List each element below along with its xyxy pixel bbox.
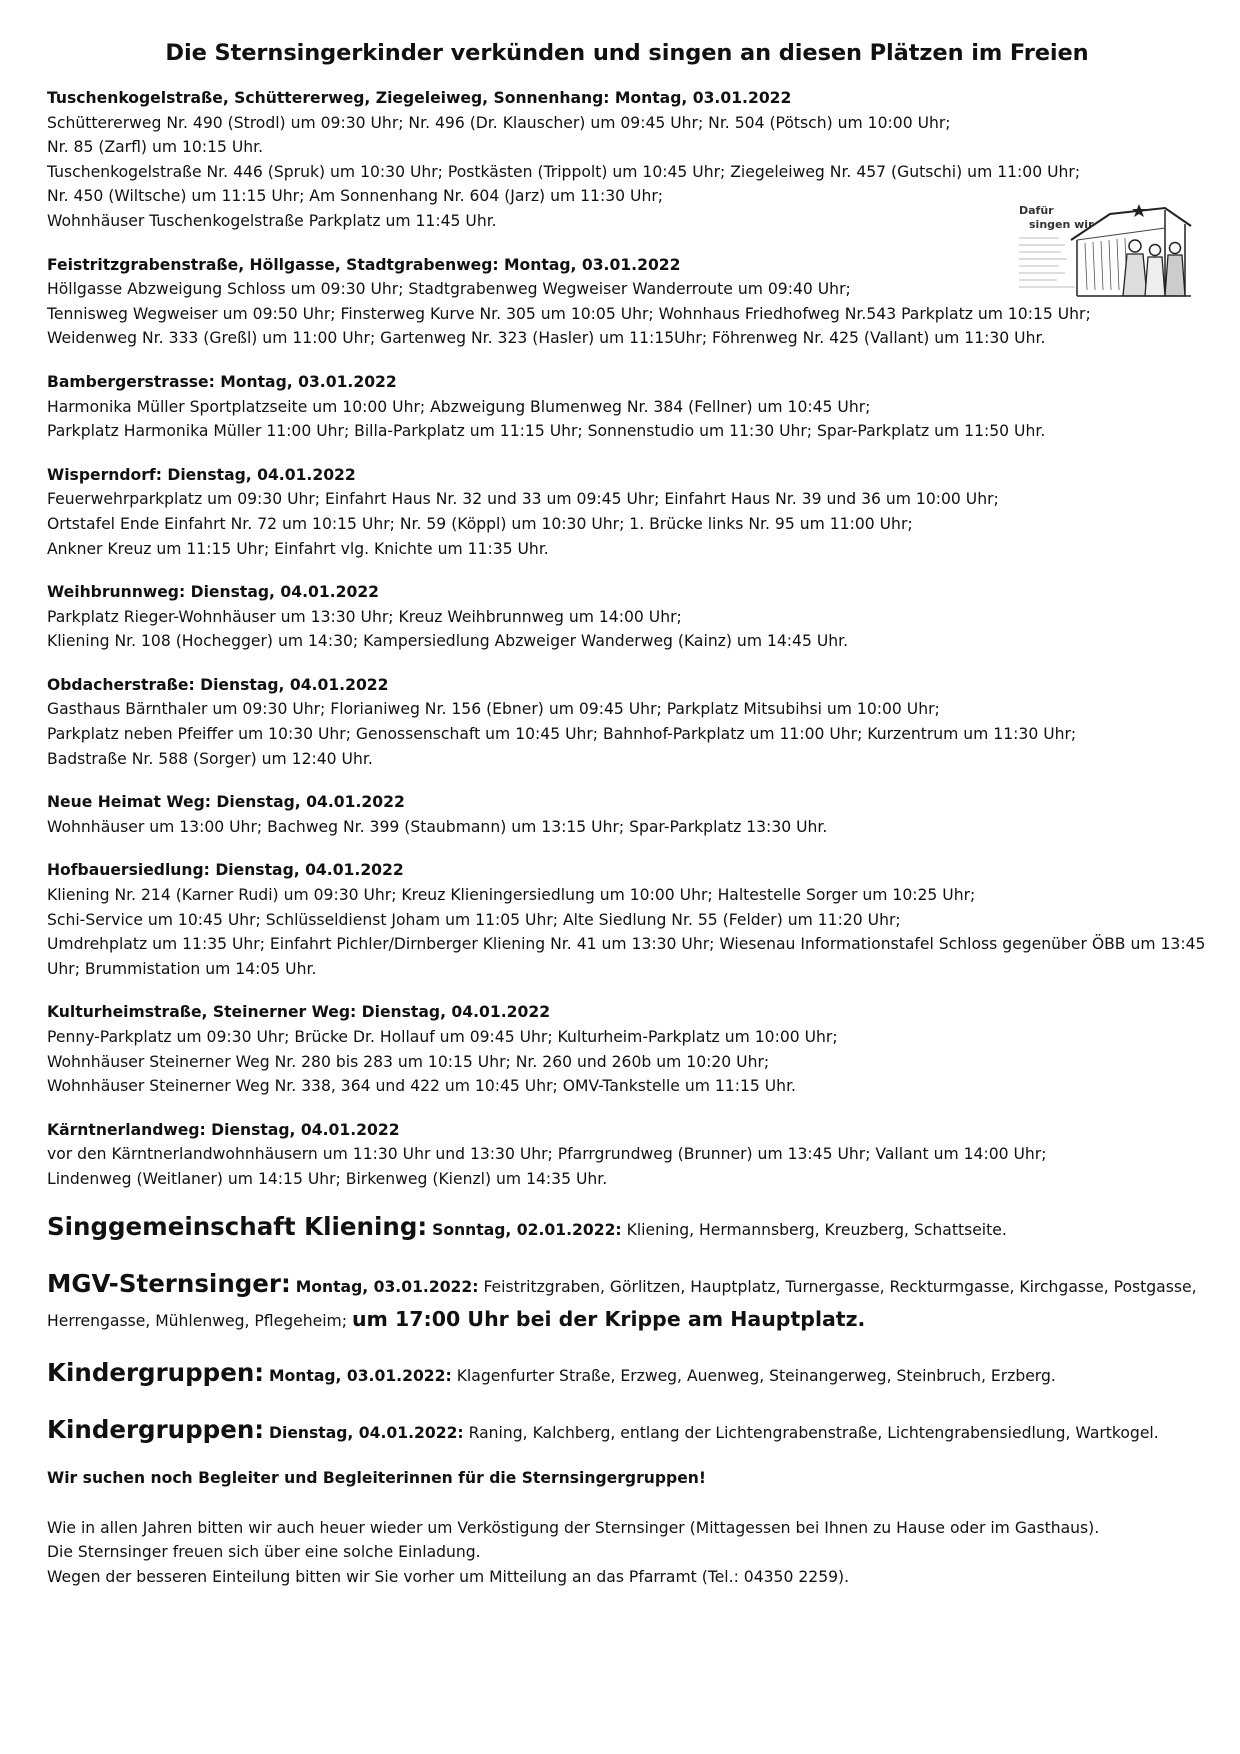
section-heading: Bambergerstrasse: Montag, 03.01.2022 bbox=[47, 372, 397, 391]
schedule-section bbox=[47, 370, 1207, 444]
group-name: MGV-Sternsinger: bbox=[47, 1268, 291, 1298]
page-title: Die Sternsingerkinder verkünden und singen an diesen Plätzen im Freien bbox=[165, 40, 1089, 66]
section-heading: Neue Heimat Weg: Dienstag, 04.01.2022 bbox=[47, 793, 405, 812]
schedule-line: Gasthaus Bärnthaler um 09:30 Uhr; Florianiweg Nr. 156 (Ebner) um 09:45 Uhr; Parkplatz Mitsubihsi um 10:00 Uhr; bbox=[47, 700, 940, 719]
section-heading: Kärntnerlandweg: Dienstag, 04.01.2022 bbox=[47, 1120, 400, 1139]
schedule-line: Schüttererweg Nr. 490 (Strodl) um 09:30 Uhr; Nr. 496 (Dr. Klauscher) um 09:45 Uhr; Nr. 504 (Pötsch) um 10:00 Uhr; bbox=[47, 113, 951, 132]
schedule-line: Wohnhäuser Tuschenkogelstraße Parkplatz um 11:45 Uhr. bbox=[47, 211, 497, 230]
group-date: Montag, 03.01.2022: bbox=[269, 1366, 452, 1385]
group-places: Kliening, Hermannsberg, Kreuzberg, Schattseite. bbox=[621, 1220, 1007, 1239]
dafuer-singen-wir-illustration bbox=[1015, 198, 1195, 306]
closing-text bbox=[47, 1516, 1207, 1590]
section-heading: Wisperndorf: Dienstag, 04.01.2022 bbox=[47, 465, 356, 484]
schedule-line: Ortstafel Ende Einfahrt Nr. 72 um 10:15 Uhr; Nr. 59 (Köppl) um 10:30 Uhr; 1. Brücke links Nr. 95 um 11:00 Uhr; bbox=[47, 514, 913, 533]
schedule-line: Parkplatz Rieger-Wohnhäuser um 13:30 Uhr; Kreuz Weihbrunnweg um 14:00 Uhr; bbox=[47, 607, 682, 626]
schedule-line: Feuerwehrparkplatz um 09:30 Uhr; Einfahrt Haus Nr. 32 und 33 um 09:45 Uhr; Einfahrt Haus Nr. 39 und 36 um 10:00 Uhr; bbox=[47, 490, 999, 509]
schedule-section bbox=[47, 580, 1207, 654]
schedule-line: Umdrehplatz um 11:35 Uhr; Einfahrt Pichler/Dirnberger Kliening Nr. 41 um 13:30 Uhr; Wiesenau Informationstafel Schloss gegenüber ÖBB um 13:45 Uhr; Brummistation um 14:05 Uhr. bbox=[47, 935, 1206, 978]
group-kinder-dienstag bbox=[47, 1414, 1207, 1449]
group-date: Dienstag, 04.01.2022: bbox=[269, 1423, 464, 1442]
schedule-line: Höllgasse Abzweigung Schloss um 09:30 Uhr; Stadtgrabenweg Wegweiser Wanderroute um 09:40 Uhr; bbox=[47, 280, 851, 299]
schedule-section bbox=[47, 463, 1207, 561]
schedule-section bbox=[47, 790, 1207, 839]
schedule-line: Parkplatz neben Pfeiffer um 10:30 Uhr; Genossenschaft um 10:45 Uhr; Bahnhof-Parkplatz um 11:00 Uhr; Kurzentrum um 11:30 Uhr; bbox=[47, 725, 1077, 744]
group-places: Feistritzgraben, Görlitzen, Hauptplatz, Turnergasse, Reckturmgasse, Kirchgasse, Postgasse, Herrengasse, Mühlenweg, Pflegeheim; bbox=[47, 1277, 1197, 1330]
schedule-line: Lindenweg (Weitlaner) um 14:15 Uhr; Birkenweg (Kienzl) um 14:35 Uhr. bbox=[47, 1169, 608, 1188]
group-name: Singgemeinschaft Kliening: bbox=[47, 1211, 428, 1241]
schedule-line: Kliening Nr. 108 (Hochegger) um 14:30; Kampersiedlung Abzweiger Wanderweg (Kainz) um 14:45 Uhr. bbox=[47, 632, 849, 651]
schedule-line: Penny-Parkplatz um 09:30 Uhr; Brücke Dr. Hollauf um 09:45 Uhr; Kulturheim-Parkplatz um 10:00 Uhr; bbox=[47, 1028, 838, 1046]
schedule-line: Kliening Nr. 214 (Karner Rudi) um 09:30 Uhr; Kreuz Klieningersiedlung um 10:00 Uhr; Haltestelle Sorger um 10:25 Uhr; bbox=[47, 886, 976, 905]
schedule-section bbox=[47, 1118, 1207, 1192]
group-mgv bbox=[47, 1268, 1207, 1337]
schedule-line: Nr. 450 (Wiltsche) um 11:15 Uhr; Am Sonnenhang Nr. 604 (Jarz) um 11:30 Uhr; bbox=[47, 187, 663, 206]
section-heading: Obdacherstraße: Dienstag, 04.01.2022 bbox=[47, 675, 389, 694]
schedule-line: Schi-Service um 10:45 Uhr; Schlüsseldienst Joham um 11:05 Uhr; Alte Siedlung Nr. 55 (Felder) um 11:20 Uhr; bbox=[47, 910, 901, 929]
illustration-caption-2: singen wir bbox=[1029, 218, 1094, 231]
schedule-line: Badstraße Nr. 588 (Sorger) um 12:40 Uhr. bbox=[47, 749, 373, 768]
group-finale: um 17:00 Uhr bei der Krippe am Hauptplatz. bbox=[351, 1306, 866, 1331]
schedule-section bbox=[47, 673, 1207, 771]
schedule-line: Wohnhäuser Steinerner Weg Nr. 280 bis 283 um 10:15 Uhr; Nr. 260 und 260b um 10:20 Uhr; bbox=[47, 1052, 770, 1071]
section-heading: Hofbauersiedlung: Dienstag, 04.01.2022 bbox=[47, 861, 404, 880]
group-name: Kindergruppen: bbox=[47, 1357, 265, 1387]
group-places: Klagenfurter Straße, Erzweg, Auenweg, Steinangerweg, Steinbruch, Erzberg. bbox=[451, 1366, 1056, 1385]
group-kinder-montag bbox=[47, 1357, 1207, 1392]
nativity-sketch-icon bbox=[1015, 198, 1195, 306]
section-heading: Feistritzgrabenstraße, Höllgasse, Stadtgrabenweg: Montag, 03.01.2022 bbox=[47, 255, 681, 274]
group-name: Kindergruppen: bbox=[47, 1414, 265, 1444]
notice-companions: Wir suchen noch Begleiter und Begleiterinnen für die Sternsingergruppen! bbox=[47, 1468, 706, 1487]
schedule-line: Wohnhäuser um 13:00 Uhr; Bachweg Nr. 399 (Staubmann) um 13:15 Uhr; Spar-Parkplatz 13:30 Uhr. bbox=[47, 817, 828, 836]
closing-line: Wegen der besseren Einteilung bitten wir Sie vorher um Mitteilung an das Pfarramt (Tel.: 04350 2259). bbox=[47, 1567, 850, 1586]
schedule-line: Harmonika Müller Sportplatzseite um 10:00 Uhr; Abzweigung Blumenweg Nr. 384 (Fellner) um 10:45 Uhr; bbox=[47, 397, 871, 416]
closing-line: Wie in allen Jahren bitten wir auch heuer wieder um Verköstigung der Sternsinger (Mittagessen bei Ihnen zu Hause oder im Gasthaus). bbox=[47, 1518, 1100, 1537]
schedule-line: vor den Kärntnerlandwohnhäusern um 11:30 Uhr und 13:30 Uhr; Pfarrgrundweg (Brunner) um 13:45 Uhr; Vallant um 14:00 Uhr; bbox=[47, 1145, 1047, 1164]
section-heading: Tuschenkogelstraße, Schüttererweg, Ziegeleiweg, Sonnenhang: Montag, 03.01.2022 bbox=[47, 89, 792, 107]
schedule-line: Weidenweg Nr. 333 (Greßl) um 11:00 Uhr; Gartenweg Nr. 323 (Hasler) um 11:15Uhr; Föhrenweg Nr. 425 (Vallant) um 11:30 Uhr. bbox=[47, 329, 1046, 348]
section-heading: Weihbrunnweg: Dienstag, 04.01.2022 bbox=[47, 583, 380, 602]
group-date: Sonntag, 02.01.2022: bbox=[432, 1220, 622, 1239]
group-singgemeinschaft bbox=[47, 1211, 1207, 1246]
closing-line: Die Sternsinger freuen sich über eine solche Einladung. bbox=[47, 1543, 481, 1562]
schedule-section bbox=[47, 1000, 1207, 1098]
section-heading: Kulturheimstraße, Steinerner Weg: Dienstag, 04.01.2022 bbox=[47, 1003, 551, 1022]
schedule-line: Nr. 85 (Zarfl) um 10:15 Uhr. bbox=[47, 138, 264, 157]
schedule-line: Parkplatz Harmonika Müller 11:00 Uhr; Billa-Parkplatz um 11:15 Uhr; Sonnenstudio um 11:30 Uhr; Spar-Parkplatz um 11:50 Uhr. bbox=[47, 422, 1046, 441]
schedule-line: Wohnhäuser Steinerner Weg Nr. 338, 364 und 422 um 10:45 Uhr; OMV-Tankstelle um 11:15 Uhr. bbox=[47, 1077, 797, 1096]
schedule-section bbox=[47, 858, 1207, 981]
illustration-caption-1: Dafür bbox=[1019, 204, 1054, 217]
schedule-line: Tuschenkogelstraße Nr. 446 (Spruk) um 10:30 Uhr; Postkästen (Trippolt) um 10:45 Uhr; Ziegeleiweg Nr. 457 (Gutschi) um 11:00 Uhr; bbox=[47, 162, 1081, 181]
schedule-line: Ankner Kreuz um 11:15 Uhr; Einfahrt vlg. Knichte um 11:35 Uhr. bbox=[47, 539, 549, 558]
schedule-line: Tennisweg Wegweiser um 09:50 Uhr; Finsterweg Kurve Nr. 305 um 10:05 Uhr; Wohnhaus Friedhofweg Nr.543 Parkplatz um 10:15 Uhr; bbox=[47, 304, 1091, 323]
group-places: Raning, Kalchberg, entlang der Lichtengrabenstraße, Lichtengrabensiedlung, Wartkogel. bbox=[463, 1423, 1159, 1442]
group-date: Montag, 03.01.2022: bbox=[295, 1277, 479, 1296]
